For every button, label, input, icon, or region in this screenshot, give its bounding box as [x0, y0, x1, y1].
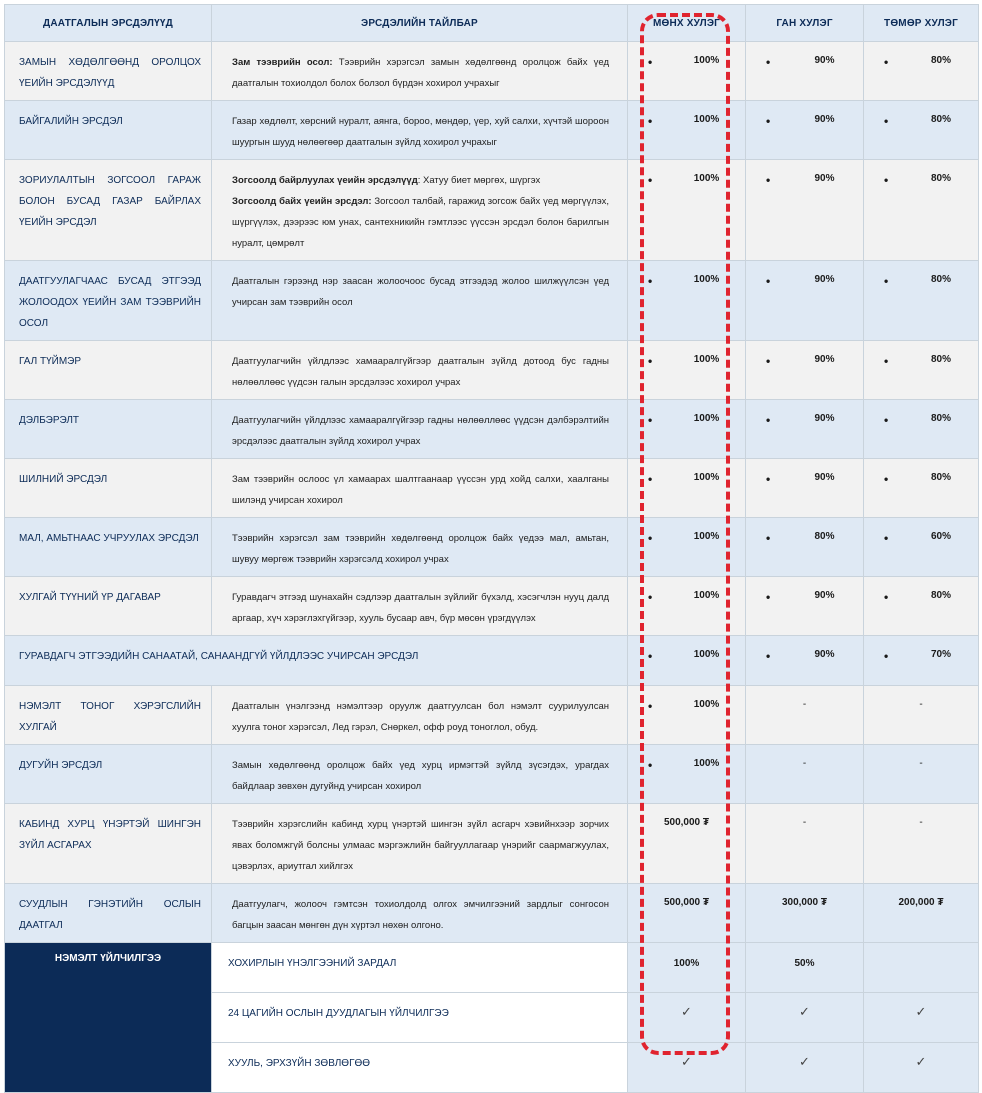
extra-item-label: 24 ЦАГИЙН ОСЛЫН ДУУДЛАГЫН ҮЙЛЧИЛГЭЭ: [212, 993, 628, 1043]
risk-description: Даатгалын гэрээнд нэр заасан жолоочоос бусад этгээдэд жолоо шилжүүлсэн үед учирсан зам тээврийн осол: [212, 261, 628, 341]
plan-1-value: • 100%: [628, 636, 746, 686]
risk-name: ШИЛНИЙ ЭРСДЭЛ: [5, 459, 212, 518]
risk-name: ХУЛГАЙ ТҮҮНИЙ ҮР ДАГАВАР: [5, 577, 212, 636]
risk-name: ГУРАВДАГЧ ЭТГЭЭДИЙН САНААТАЙ, САНААНДГҮЙ ҮЙЛДЛЭЭС УЧИРСАН ЭРСДЭЛ: [5, 636, 628, 686]
plan-2-value: • 90%: [746, 577, 864, 636]
plan-3-value: • 60%: [864, 518, 979, 577]
plan-3-value: • 80%: [864, 400, 979, 459]
plan-2-value: • 90%: [746, 42, 864, 101]
extra-plan-2-value: 50%: [746, 943, 864, 993]
check-icon: ✓: [746, 993, 864, 1043]
plan-1-value: • 100%: [628, 160, 746, 261]
risk-description: Гуравдагч этгээд шунахайн сэдлээр даатгалын зүйлийг бүхэлд, хэсэгчлэн нууц далд аргаар, хүч хэрэглэхгүйгээр, хууль бусаар авч, бүр мөсөн үрэгдүүлэх: [212, 577, 628, 636]
plan-1-value: 500,000 ₮: [628, 884, 746, 943]
plan-1-value: • 100%: [628, 518, 746, 577]
header-description: ЭРСДЭЛИЙН ТАЙЛБАР: [212, 5, 628, 42]
risk-name: МАЛ, АМЬТНААС УЧРУУЛАХ ЭРСДЭЛ: [5, 518, 212, 577]
plan-2-value: • 80%: [746, 518, 864, 577]
plan-3-value: -: [864, 686, 979, 745]
plan-2-value: • 90%: [746, 261, 864, 341]
plan-2-value: -: [746, 686, 864, 745]
risk-description: Газар хөдлөлт, хөрсний нуралт, аянга, бороо, мөндөр, үер, хуй салхи, хүчтэй шороон шуургын шууд нөлөөгөөр даатгалын зүйлд хохирол учрахыг: [212, 101, 628, 160]
table-row: [5, 518, 979, 577]
check-icon: ✓: [864, 1043, 979, 1093]
plan-3-value: • 80%: [864, 160, 979, 261]
risk-name: НЭМЭЛТ ТОНОГ ХЭРЭГСЛИЙН ХУЛГАЙ: [5, 686, 212, 745]
risk-description: Замын хөдөлгөөнд оролцож байх үед хурц ирмэгтэй зүйлд зүсэгдэх, урагдах байдлаар зөвхөн дугуйнд учирсан хохирол: [212, 745, 628, 804]
plan-1-value: • 100%: [628, 745, 746, 804]
plan-3-value: • 80%: [864, 101, 979, 160]
table-row: [5, 459, 979, 518]
check-icon: ✓: [628, 1043, 746, 1093]
plan-2-value: • 90%: [746, 636, 864, 686]
insurance-comparison-table: [4, 4, 979, 1093]
plan-3-value: -: [864, 804, 979, 884]
plan-3-value: -: [864, 745, 979, 804]
plan-3-value: 200,000 ₮: [864, 884, 979, 943]
table-row: [5, 341, 979, 400]
table-row: [5, 160, 979, 261]
plan-2-value: • 90%: [746, 400, 864, 459]
table-row: [5, 400, 979, 459]
risk-name: ДУГУЙН ЭРСДЭЛ: [5, 745, 212, 804]
plan-3-value: • 80%: [864, 261, 979, 341]
risk-name: ДЭЛБЭРЭЛТ: [5, 400, 212, 459]
table-row: [5, 686, 979, 745]
plan-2-value: • 90%: [746, 459, 864, 518]
plan-1-value: • 100%: [628, 686, 746, 745]
table-row: [5, 577, 979, 636]
plan-2-value: -: [746, 745, 864, 804]
plan-1-value: • 100%: [628, 341, 746, 400]
header-plan-2: ГАН ХУЛЭГ: [746, 5, 864, 42]
risk-description: Тээврийн хэрэгслийн кабинд хурц үнэртэй шингэн зүйл асгарч хэвийнхээр зорчих явах боломжгүй болсны улмаас мэргэжлийн байгууллагаар үнэрийг саармагжуулах, цэвэрлэх, ариутгал хийлгэх: [212, 804, 628, 884]
plan-1-value: • 100%: [628, 459, 746, 518]
plan-2-value: • 90%: [746, 160, 864, 261]
plan-2-value: 300,000 ₮: [746, 884, 864, 943]
extra-item-label: ХОХИРЛЫН ҮНЭЛГЭЭНИЙ ЗАРДАЛ: [212, 943, 628, 993]
risk-description: Даатгуулагчийн үйлдлээс хамааралгүйгээр гадны нөлөөллөөс үүдсэн дэлбэрэлтийн эрсдэлээс даатгалын зүйлд хохирол учрах: [212, 400, 628, 459]
table-row: [5, 884, 979, 943]
plan-1-value: 500,000 ₮: [628, 804, 746, 884]
plan-3-value: • 80%: [864, 577, 979, 636]
extra-plan-3-value: [864, 943, 979, 993]
risk-name: ЗОРИУЛАЛТЫН ЗОГСООЛ ГАРАЖ БОЛОН БУСАД ГАЗАР БАЙРЛАХ ҮЕИЙН ЭРСДЭЛ: [5, 160, 212, 261]
check-icon: ✓: [746, 1043, 864, 1093]
table-row: [5, 42, 979, 101]
risk-description: Тээврийн хэрэгсэл зам тээврийн хөдөлгөөнд оролцож байх үедээ мал, амьтан, шувуу мөргөж тээврийн хэрэгсэлд хохирол учрах: [212, 518, 628, 577]
extra-services-title: НЭМЭЛТ ҮЙЛЧИЛГЭЭ: [5, 943, 212, 1093]
risk-name: ЗАМЫН ХӨДӨЛГӨӨНД ОРОЛЦОХ ҮЕИЙН ЭРСДЭЛҮҮД: [5, 42, 212, 101]
risk-description: Даатгалын үнэлгээнд нэмэлтээр оруулж даатгуулсан бол нэмэлт суурилуулсан хуулга тоног хэрэгсэл, Лед гэрэл, Снөркел, офф роуд тоноглол, обуд.: [212, 686, 628, 745]
risk-name: КАБИНД ХУРЦ ҮНЭРТЭЙ ШИНГЭН ЗҮЙЛ АСГАРАХ: [5, 804, 212, 884]
table-header: [5, 5, 979, 42]
header-plan-1: МӨНХ ХУЛЭГ: [628, 5, 746, 42]
check-icon: ✓: [864, 993, 979, 1043]
risk-description: Даатгуулагч, жолооч гэмтсэн тохиолдолд олгох эмчилгээний зардлыг сонгосон багцын заасан мөнгөн дүн хүртэл нөхөн олгоно.: [212, 884, 628, 943]
plan-1-value: • 100%: [628, 261, 746, 341]
plan-3-value: • 80%: [864, 42, 979, 101]
risk-name: БАЙГАЛИЙН ЭРСДЭЛ: [5, 101, 212, 160]
table-row: [5, 745, 979, 804]
plan-3-value: • 70%: [864, 636, 979, 686]
check-icon: ✓: [628, 993, 746, 1043]
risk-description: Зам тээврийн осол: Тээврийн хэрэгсэл замын хөдөлгөөнд оролцож байх үед даатгалын тохиолдол болох болзол бүрдэн хохирол учрахыг: [212, 42, 628, 101]
extra-row: [5, 943, 979, 993]
plan-1-value: • 100%: [628, 42, 746, 101]
plan-3-value: • 80%: [864, 341, 979, 400]
risk-description: Даатгуулагчийн үйлдлээс хамааралгүйгээр даатгалын зүйлд дотоод бус гадны нөлөөллөөс үүдсэн галын эрсдэлээс хохирол учрах: [212, 341, 628, 400]
risk-name: СУУДЛЫН ГЭНЭТИЙН ОСЛЫН ДААТГАЛ: [5, 884, 212, 943]
table-row: [5, 261, 979, 341]
risk-description: Зам тээврийн ослоос үл хамаарах шалтгаанаар үүссэн урд хойд салхи, хаалганы шилэнд учирсан хохирол: [212, 459, 628, 518]
risk-name: ДААТГУУЛАГЧААС БУСАД ЭТГЭЭД ЖОЛООДОХ ҮЕИЙН ЗАМ ТЭЭВРИЙН ОСОЛ: [5, 261, 212, 341]
header-risk: ДААТГАЛЫН ЭРСДЭЛҮҮД: [5, 5, 212, 42]
risk-name: ГАЛ ТҮЙМЭР: [5, 341, 212, 400]
risk-description: Зогсоолд байрлуулах үеийн эрсдэлүүд: Хатуу биет мөргөх, шүргэх Зогсоолд байх үеийн эрсдэл: Зогсоол талбай, гаражид зогсож байх үед мөргүүлэх, шүргүүлэх, дээрээс юм унах, сантехникийн гэмтлээс үүссэн эрсдэл болон барилгын нуралт, цөмрөлт: [212, 160, 628, 261]
plan-2-value: -: [746, 804, 864, 884]
table-row: [5, 101, 979, 160]
plan-1-value: • 100%: [628, 400, 746, 459]
extra-plan-1-value: 100%: [628, 943, 746, 993]
header-plan-3: ТӨМӨР ХУЛЭГ: [864, 5, 979, 42]
plan-2-value: • 90%: [746, 341, 864, 400]
plan-3-value: • 80%: [864, 459, 979, 518]
plan-2-value: • 90%: [746, 101, 864, 160]
plan-1-value: • 100%: [628, 577, 746, 636]
table-row: [5, 636, 979, 686]
plan-1-value: • 100%: [628, 101, 746, 160]
table-row: [5, 804, 979, 884]
extra-item-label: ХУУЛЬ, ЭРХЗҮЙН ЗӨВЛӨГӨӨ: [212, 1043, 628, 1093]
